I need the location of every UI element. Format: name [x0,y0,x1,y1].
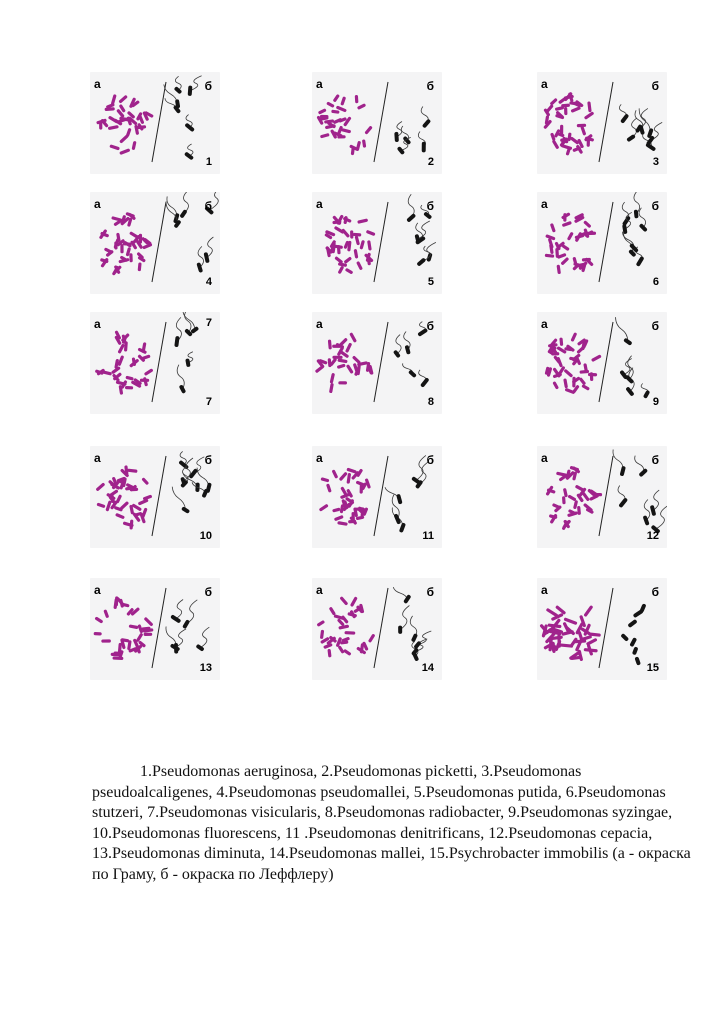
gram-stained-rod [326,101,335,108]
micrograph-drawing [537,192,667,294]
gram-stained-rod [337,358,347,363]
gram-stained-rod [366,230,376,236]
stain-b-label: б [204,199,212,213]
gram-stained-rod [567,232,574,241]
loeffler-stained-rod [184,122,195,132]
gram-stained-rod [329,383,334,393]
gram-stained-rod [563,488,568,498]
gram-stained-rod [555,248,559,258]
gram-stained-rod [316,620,325,627]
divider-line [152,202,166,282]
gram-stained-rod [102,370,112,375]
gram-stained-rod [345,268,354,275]
panel-number: 8 [427,396,434,408]
loeffler-stained-rod [398,626,402,634]
gram-stained-rod [332,356,342,359]
stain-b-label: б [651,319,659,333]
stain-a-label: а [94,77,101,91]
panel-number: 7 [205,396,212,408]
micrograph-panel-3 [537,72,667,174]
gram-stained-rod [343,256,352,264]
loeffler-stained-rod [179,384,187,394]
gram-stained-rod [346,468,357,474]
gram-stained-rod [557,634,561,648]
gram-stained-rod [141,354,151,360]
flagellum [613,450,623,472]
loeffler-stained-rod [620,113,629,123]
loeffler-stained-rod [634,210,639,219]
loeffler-stained-rod [204,252,210,263]
micrograph-drawing [537,312,667,414]
flagellum [656,505,667,530]
gram-stained-rod [545,254,555,258]
panel-number: 9 [652,396,659,408]
gram-stained-rod [579,370,589,374]
caption-text: 1.Pseudomonas aeruginosa, 2.Pseudomonas picketti, 3.Pseudomonas pseudoalcaligenes, 4.Pseudomonas pseudomallei, 5.Pseudomonas putida, 6.Pseudomonas stutzeri, 7.Pseudomonas visicularis, 8.Pseudomonas radiobacter, 9.Pseudomonas syzingae, 10.Pseudomonas fluorescens, 11 .Pseudomonas denitrificans, 12.Pseudomonas cepacia, 13.Pseudomonas diminuta, 14.Pseudomonas mallei, 15.Psychrobacter immobilis (а - окраска по Граму, б - окраска по Леффлеру) [92,763,691,883]
stain-b-label: б [651,79,659,93]
flagellum [400,606,409,630]
stain-a-label: а [316,583,323,597]
loeffler-stained-rod [396,494,403,505]
gram-stained-rod [326,483,332,492]
divider-line [599,588,613,668]
divider-line [152,322,166,402]
gram-stained-rod [368,633,376,643]
gram-stained-rod [115,494,122,504]
gram-stained-rod [327,649,331,658]
gram-stained-rod [354,249,359,259]
micrograph-panel-7 [90,312,220,414]
gram-stained-rod [556,265,560,275]
gram-stained-rod [129,231,139,239]
divider-line [374,202,388,282]
loeffler-stained-rod [196,262,203,273]
panel-number: 14 [421,662,434,674]
gram-stained-rod [140,379,149,382]
gram-stained-rod [552,139,560,149]
loeffler-stained-rod [408,369,417,378]
gram-stained-rod [572,377,575,388]
loeffler-stained-rod [416,257,426,266]
stain-a-label: а [94,451,101,465]
gram-stained-rod [350,596,358,607]
stain-a-label: а [541,197,548,211]
gram-stained-rod [94,632,102,636]
gram-stained-rod [357,218,368,224]
gram-stained-rod [141,477,149,485]
gram-stained-rod [579,377,587,385]
gram-stained-rod [355,235,361,245]
gram-stained-rod [144,633,153,636]
micrograph-drawing [537,72,667,174]
gram-stained-rod [120,244,123,253]
gram-stained-rod [356,141,362,152]
gram-stained-rod [343,649,352,656]
gram-stained-rod [339,472,348,482]
loeffler-stained-rod [397,146,405,155]
loeffler-stained-rod [650,505,657,516]
flagellum [624,359,632,375]
gram-stained-rod [337,364,346,370]
loeffler-stained-rod [639,223,648,232]
gram-stained-rod [567,494,576,501]
gram-stained-rod [572,257,577,266]
gram-stained-rod [559,337,563,346]
micrograph-drawing [312,312,442,414]
gram-stained-rod [570,106,581,113]
stain-b-label: б [426,453,434,467]
gram-stained-rod [583,220,592,228]
panel-extra-label: 7 [205,317,212,329]
loeffler-stained-rod [639,603,646,613]
loeffler-stained-rod [406,213,416,223]
loeffler-stained-rod [181,506,190,514]
gram-stained-rod [144,617,154,627]
stain-b-label: б [426,319,434,333]
gram-stained-rod [346,364,354,374]
loeffler-stained-rod [411,633,418,643]
gram-stained-rod [118,95,128,104]
micrograph-panel-15 [537,578,667,680]
stain-a-label: а [94,197,101,211]
gram-stained-rod [101,639,111,642]
gram-stained-rod [570,466,580,472]
divider-line [374,456,388,536]
loeffler-stained-rod [629,637,637,647]
stain-a-label: а [541,317,548,331]
panel-number: 2 [427,156,434,168]
micrograph-panel-2 [312,72,442,174]
micrograph-drawing [90,312,220,414]
gram-stained-rod [103,609,109,618]
gram-stained-rod [590,372,594,381]
gram-stained-rod [591,354,602,362]
stain-a-label: а [94,583,101,597]
micrograph-panel-1 [90,72,220,174]
gram-stained-rod [562,221,572,227]
flagellum [167,196,177,218]
gram-stained-rod [550,223,556,233]
stain-b-label: б [651,453,659,467]
gram-stained-rod [343,216,348,224]
loeffler-stained-rod [422,119,431,129]
gram-stained-rod [550,98,558,106]
stain-b-label: б [651,585,659,599]
gram-stained-rod [362,139,366,148]
loeffler-stained-rod [420,377,430,388]
gram-stained-rod [338,381,347,384]
stain-a-label: а [316,197,323,211]
gram-stained-rod [337,521,348,526]
stain-b-label: б [426,199,434,213]
gram-stained-rod [117,343,125,354]
panel-number: 10 [199,530,212,542]
flagellum [635,456,644,473]
gram-stained-rod [320,115,329,118]
gram-stained-rod [123,242,132,246]
divider-line [599,202,613,282]
loeffler-stained-rod [638,468,648,477]
gram-stained-rod [331,110,339,114]
gram-stained-rod [115,596,119,606]
gram-stained-rod [367,240,372,251]
gram-stained-rod [356,261,363,271]
stain-b-label: б [204,585,212,599]
gram-stained-rod [95,482,105,491]
gram-stained-rod [332,507,341,512]
flagellum [616,317,628,342]
gram-stained-rod [353,233,362,237]
micrograph-drawing [90,192,220,294]
stain-a-label: а [316,317,323,331]
divider-line [374,588,388,668]
micrograph-panel-14 [312,578,442,680]
micrograph-drawing [312,192,442,294]
panel-number: 3 [652,156,659,168]
gram-stained-rod [555,106,565,111]
micrograph-drawing [312,72,442,174]
gram-stained-rod [570,332,577,342]
gram-stained-rod [318,108,327,115]
gram-stained-rod [345,342,352,353]
gram-stained-rod [108,125,119,130]
loeffler-stained-rod [174,336,179,347]
gram-stained-rod [355,95,359,103]
gram-stained-rod [333,94,340,103]
gram-stained-rod [584,648,598,653]
micrograph-panel-10 [90,446,220,548]
gram-stained-rod [584,111,595,120]
gram-stained-rod [337,135,345,138]
loeffler-stained-rod [399,522,406,533]
gram-stained-rod [555,605,566,615]
gram-stained-rod [129,253,133,262]
gram-stained-rod [357,103,366,110]
gram-stained-rod [562,496,566,504]
loeffler-stained-rod [620,633,629,642]
stain-a-label: а [316,77,323,91]
loeffler-stained-rod [188,85,193,96]
gram-stained-rod [551,352,559,355]
gram-stained-rod [364,125,373,134]
gram-stained-rod [560,257,569,266]
micrograph-panel-5 [312,192,442,294]
micrograph-drawing [90,72,220,174]
gram-stained-rod [125,376,134,381]
micrograph-panel-9 [537,312,667,414]
flagellum [416,455,426,480]
gram-stained-rod [136,633,144,643]
loeffler-stained-rod [625,375,635,385]
loeffler-stained-rod [403,594,411,604]
gram-stained-rod [315,365,325,374]
panel-number: 11 [422,530,434,542]
gram-stained-rod [563,378,568,388]
stain-b-label: б [426,79,434,93]
loeffler-stained-rod [627,619,637,628]
gram-stained-rod [324,119,334,124]
gram-stained-rod [139,234,142,244]
stain-b-label: б [651,199,659,213]
loeffler-stained-rod [643,390,650,399]
gram-stained-rod [340,96,346,106]
gram-stained-rod [338,645,345,654]
gram-stained-rod [567,132,571,141]
gram-stained-rod [352,355,361,364]
gram-stained-rod [587,101,591,112]
gram-stained-rod [138,262,142,271]
gram-stained-rod [560,125,563,136]
gram-stained-rod [319,504,329,512]
loeffler-stained-rod [195,644,204,652]
gram-stained-rod [119,501,129,510]
gram-stained-rod [125,386,133,390]
divider-line [374,82,388,162]
gram-stained-rod [356,365,360,376]
loeffler-stained-rod [178,460,189,470]
gram-stained-rod [132,141,137,150]
micrograph-panel-13 [90,578,220,680]
gram-stained-rod [329,607,336,616]
flagellum [176,600,183,619]
loeffler-stained-rod [182,619,190,629]
gram-stained-rod [109,144,120,150]
gram-stained-rod [105,107,115,111]
gram-stained-rod [552,381,559,390]
divider-line [152,456,166,536]
loeffler-stained-rod [632,646,639,655]
gram-stained-rod [112,656,123,660]
gram-stained-rod [339,337,348,346]
panel-number: 15 [646,662,659,674]
gram-stained-rod [582,258,591,262]
loeffler-stained-rod [394,132,399,142]
flagellum [172,487,185,510]
stain-a-label: а [94,317,101,331]
loeffler-stained-rod [620,466,626,477]
divider-line [152,82,166,162]
stain-a-label: а [541,451,548,465]
figure-caption [92,762,692,885]
gram-stained-rod [580,126,586,136]
loeffler-stained-rod [422,142,426,153]
gram-stained-rod [144,368,154,376]
divider-line [599,322,613,402]
loeffler-stained-rod [402,136,411,145]
loeffler-stained-rod [426,252,432,262]
gram-stained-rod [330,373,335,384]
stain-a-label: а [541,583,548,597]
stain-b-label: б [426,585,434,599]
micrograph-panel-6 [537,192,667,294]
gram-stained-rod [96,503,105,509]
gram-stained-rod [564,107,567,115]
divider-line [152,588,166,668]
gram-stained-rod [129,624,139,629]
micrograph-panel-8 [312,312,442,414]
flagellum [418,221,430,239]
flagellum [393,587,407,599]
gram-stained-rod [320,133,330,139]
gram-stained-rod [119,134,129,144]
gram-stained-rod [94,616,103,623]
micrograph-panel-12 [537,446,667,548]
stain-a-label: а [316,451,323,465]
loeffler-stained-rod [393,513,401,524]
loeffler-stained-rod [185,358,190,367]
panel-number: 4 [205,276,212,288]
gram-stained-rod [337,245,341,254]
gram-stained-rod [563,213,566,222]
gram-stained-rod [99,121,102,130]
stain-a-label: а [541,77,548,91]
gram-stained-rod [334,515,344,521]
gram-stained-rod [338,265,345,274]
micrograph-panel-4 [90,192,220,294]
gram-stained-rod [563,369,573,378]
gram-stained-rod [350,230,353,238]
divider-line [599,82,613,162]
panel-number: 6 [652,276,659,288]
loeffler-stained-rod [636,256,645,267]
gram-stained-rod [346,473,351,484]
gram-stained-rod [320,630,324,639]
gram-stained-rod [583,605,593,617]
panel-number: 1 [205,156,212,168]
gram-stained-rod [105,500,111,511]
gram-stained-rod [332,469,339,479]
panel-number: 12 [646,530,659,542]
gram-stained-rod [328,339,332,349]
loeffler-stained-rod [634,656,641,665]
gram-stained-rod [339,596,348,606]
panel-number: 5 [427,276,434,288]
divider-line [374,322,388,402]
gram-stained-rod [115,513,125,520]
gram-stained-rod [320,477,329,482]
gram-stained-rod [341,128,351,133]
gram-stained-rod [581,384,590,391]
gram-stained-rod [359,240,365,250]
flagellum [200,627,209,648]
gram-stained-rod [119,148,130,155]
gram-stained-rod [138,498,149,505]
panel-number: 13 [199,662,212,674]
loeffler-stained-rod [618,497,628,508]
stain-b-label: б [204,79,212,93]
gram-stained-rod [344,631,355,635]
stain-b-label: б [204,453,212,467]
gram-stained-rod [349,332,357,343]
gram-stained-rod [127,469,138,473]
micrograph-panel-11 [312,446,442,548]
